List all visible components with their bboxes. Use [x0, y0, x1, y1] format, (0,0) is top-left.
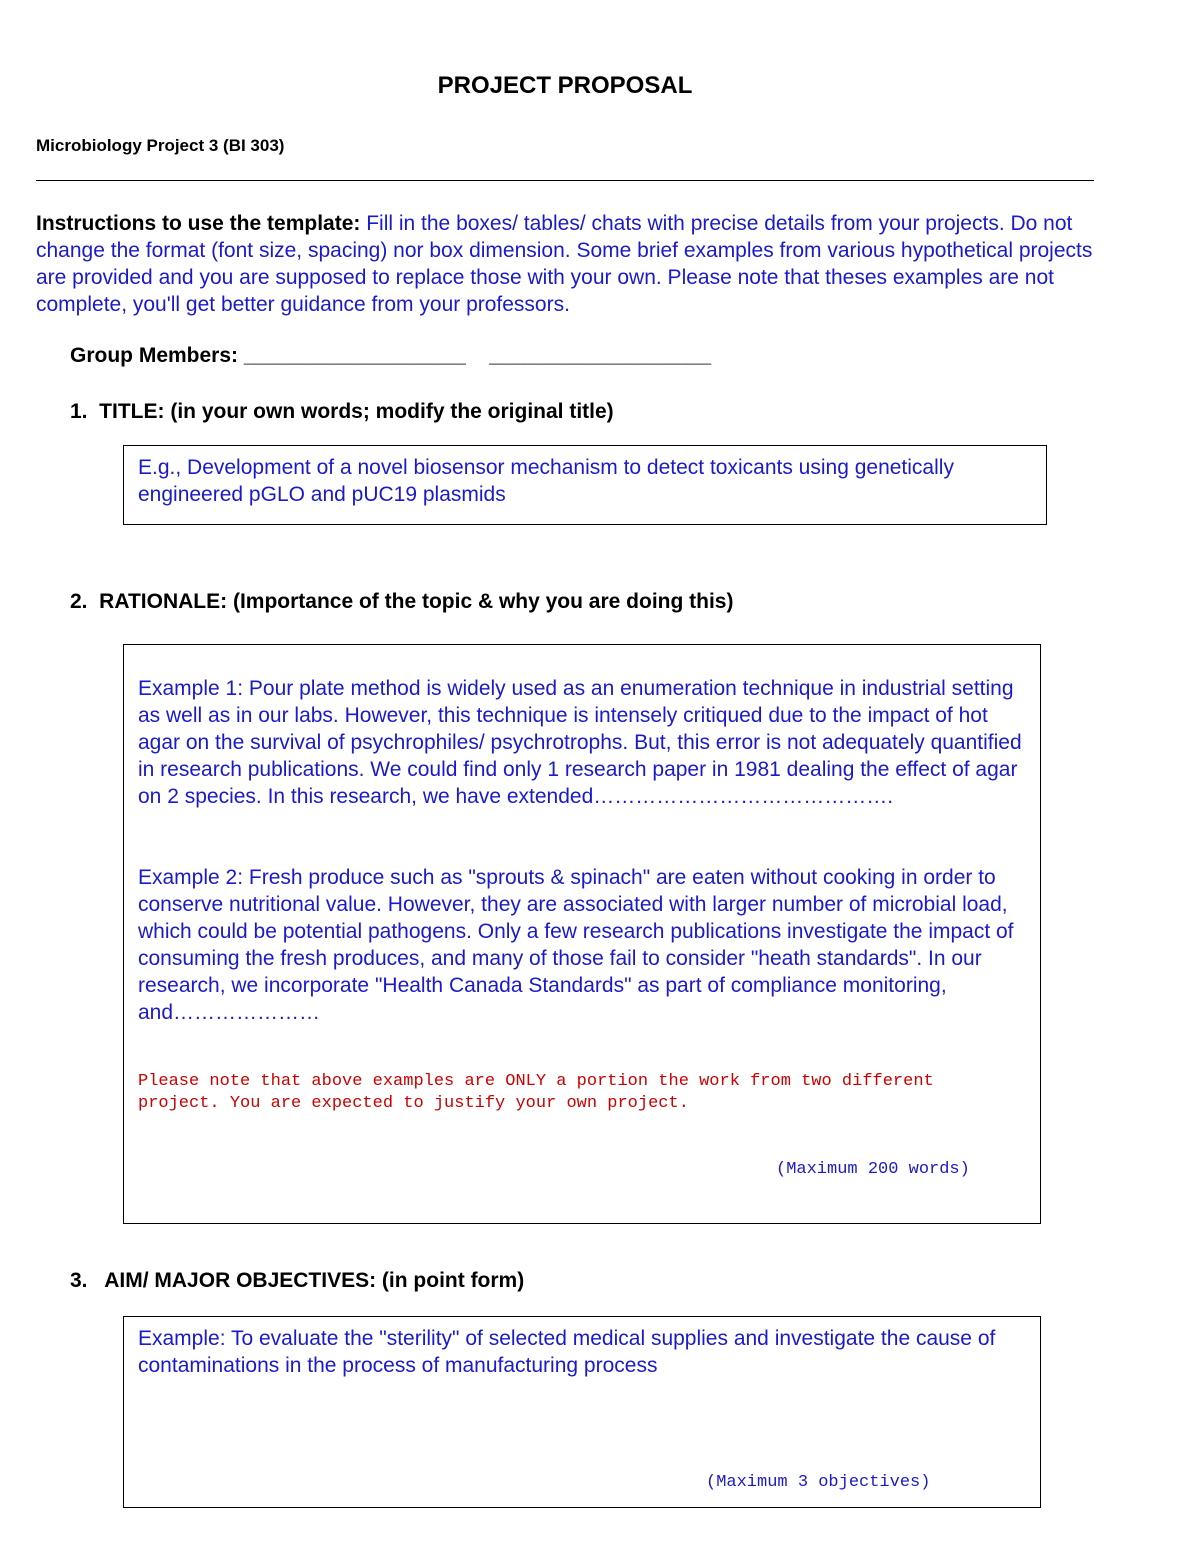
rationale-box[interactable]	[123, 644, 1041, 1224]
section-aims-heading: 3. AIM/ MAJOR OBJECTIVES: (in point form)	[70, 1269, 525, 1292]
rationale-example-2: Example 2: Fresh produce such as "sprouts & spinach" are eaten without cooking in order to conserve nutritional value. However, they are associated with larger number of microbial load, which could be potential pathogens. Only a few research publications investigate the impact of consuming the fresh produces, and many of those fail to consider "heath standards". In our research, we incorporate "Health Canada Standards" as part of compliance monitoring, and…………………	[138, 866, 1014, 1024]
aims-example-text: Example: To evaluate the "sterility" of selected medical supplies and investigate the cause of contaminations in the process of manufacturing process	[138, 1327, 996, 1377]
section-rationale-heading: 2. RATIONALE: (Importance of the topic & why you are doing this)	[70, 590, 734, 613]
rationale-word-limit: (Maximum 200 words)	[776, 1160, 970, 1179]
page-title: PROJECT PROPOSAL	[437, 72, 693, 99]
title-box[interactable]	[123, 445, 1047, 525]
instructions-paragraph	[36, 210, 1106, 318]
rationale-example-1: Example 1: Pour plate method is widely used as an enumeration technique in industrial setting as well as in our labs. However, this technique is intensely critiqued due to the impact of hot agar on the survival of psychrophiles/ psychrotrophs. But, this error is not adequately quantified in research publications. We could find only 1 research paper in 1981 dealing the effect of agar on 2 species. In this research, we have extended…………………………………….	[138, 677, 1022, 808]
course-subtitle: Microbiology Project 3 (BI 303)	[36, 136, 285, 155]
section-title-heading: 1. TITLE: (in your own words; modify the original title)	[70, 400, 614, 423]
instructions-text: Fill in the boxes/ tables/ chats with precise details from your projects. Do not change the format (font size, spacing) nor box dimension. Some brief examples from various hypothetical projects are provided and you are supposed to replace those with your own. Please note that theses examples are not complete, you'll get better guidance from your professors.	[36, 212, 1093, 316]
aims-objective-limit: (Maximum 3 objectives)	[706, 1473, 931, 1492]
title-example-text: E.g., Development of a novel biosensor mechanism to detect toxicants using genetically engineered pGLO and pUC19 plasmids	[138, 456, 954, 506]
header-divider	[36, 180, 1094, 181]
instructions-label: Instructions to use the template:	[36, 212, 361, 235]
aims-box[interactable]	[123, 1316, 1041, 1508]
rationale-note: Please note that above examples are ONLY a portion the work from two different project. You are expected to justify your own project.	[138, 1072, 934, 1113]
group-members-line: Group Members: ___________________ ___________________	[70, 344, 712, 367]
